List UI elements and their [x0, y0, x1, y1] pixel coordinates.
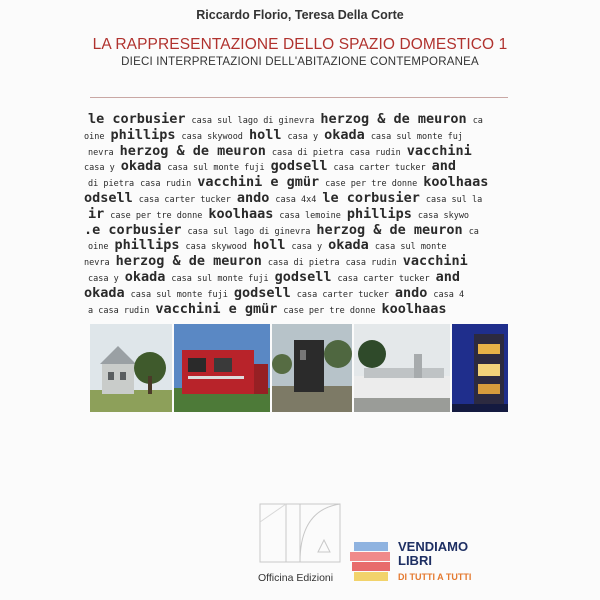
pattern-word: casa carter tucker	[138, 195, 231, 205]
publisher-logo	[258, 502, 342, 564]
pattern-word: case per tre donne	[325, 179, 418, 190]
pattern-word: casa sul monte fuji	[167, 163, 265, 174]
pattern-word: herzog & de meuron	[115, 253, 262, 270]
vendiamo-libri-wordmark	[398, 540, 468, 568]
pattern-word: ando	[236, 190, 270, 206]
pattern-word: vacchini	[406, 142, 472, 159]
pattern-word: holl	[248, 126, 282, 143]
pattern-word: casa y	[88, 274, 119, 284]
pattern-word: casa rudin	[345, 258, 397, 269]
pattern-word: vacchini e gmür	[197, 174, 320, 191]
book-subtitle: DIECI INTERPRETAZIONI DELL'ABITAZIONE CONTEMPORANEA	[121, 56, 479, 68]
pattern-word: .e corbusier	[84, 221, 182, 238]
photo-house-5	[452, 324, 508, 412]
pattern-word: and	[431, 158, 457, 175]
pattern-word: oine	[88, 242, 109, 253]
pattern-word: koolhaas	[423, 174, 489, 191]
photo-house-1	[90, 324, 172, 412]
pattern-word: casa y	[84, 163, 115, 174]
photo-house-4	[354, 324, 450, 412]
pattern-word: godsell	[233, 284, 291, 301]
pattern-word: casa sul monte fuji	[171, 274, 269, 284]
pattern-word: casa carter tucker	[333, 163, 426, 174]
authors: Riccardo Florio, Teresa Della Corte	[196, 8, 404, 22]
book-title: LA RAPPRESENTAZIONE DELLO SPAZIO DOMESTICO 1	[92, 36, 508, 53]
pattern-word: casa skywood	[181, 131, 243, 142]
pattern-word: casa di pietra	[267, 258, 340, 269]
pattern-word: casa sul lago di ginevra	[191, 116, 315, 126]
pattern-word: a casa rudin	[88, 305, 150, 316]
pattern-line	[88, 298, 453, 317]
pattern-word: nevra	[88, 147, 114, 158]
photo-house-2	[174, 324, 270, 412]
pattern-word: casa sul monte fuji	[130, 289, 228, 300]
pattern-word: phillips	[110, 126, 176, 143]
pattern-word: casa carter tucker	[337, 274, 430, 284]
pattern-word: casa sul lago di ginevra	[187, 226, 311, 237]
pattern-word: nevra	[84, 258, 110, 269]
pattern-word: herzog & de meuron	[119, 142, 266, 159]
pattern-word: okada	[84, 284, 125, 301]
pattern-word: vacchini e gmür	[155, 300, 278, 317]
pattern-word: herzog & de meuron	[316, 221, 463, 238]
pattern-word: case per tre donne	[283, 305, 376, 316]
pattern-word: case per tre donne	[110, 210, 203, 221]
title-divider	[90, 97, 508, 98]
photo-house-3	[272, 324, 352, 412]
pattern-word: le corbusier	[322, 190, 420, 206]
pattern-word: le corbusier	[88, 111, 186, 127]
pattern-word: and	[435, 269, 461, 285]
pattern-word: godsell	[274, 269, 332, 285]
pattern-word: okada	[324, 126, 365, 143]
pattern-word: okada	[328, 237, 369, 254]
seller-tagline: DI TUTTI A TUTTI	[398, 572, 472, 582]
pattern-word: ir	[88, 205, 105, 222]
pattern-word: casa di pietra	[271, 147, 344, 158]
pattern-word: casa rudin	[140, 179, 192, 190]
pattern-word: herzog & de meuron	[320, 111, 467, 127]
photo-strip	[90, 324, 508, 412]
pattern-word: casa sul monte fuj	[370, 131, 463, 142]
pattern-word: holl	[252, 237, 286, 254]
pattern-word: phillips	[114, 237, 180, 254]
pattern-word: phillips	[346, 205, 412, 222]
pattern-word: casa carter tucker	[296, 289, 389, 300]
vendiamo-libri-logo-icon	[350, 540, 394, 586]
pattern-word: casa rudin	[349, 147, 401, 158]
pattern-word: ca	[468, 226, 479, 237]
pattern-word: casa skywo	[417, 210, 470, 221]
pattern-word: casa lemoine	[279, 210, 341, 221]
architect-name-pattern	[84, 108, 508, 318]
pattern-word: casa y	[291, 242, 323, 253]
pattern-word: koolhaas	[208, 205, 274, 222]
pattern-word: okada	[120, 158, 162, 175]
publisher-name: Officina Edizioni	[258, 572, 334, 584]
pattern-word: ando	[394, 284, 428, 301]
pattern-word: oine	[84, 131, 105, 142]
pattern-word: casa sul la	[425, 195, 483, 205]
pattern-word: casa skywood	[185, 242, 247, 253]
pattern-word: casa sul monte	[374, 242, 447, 253]
pattern-word: okada	[124, 269, 166, 285]
pattern-word: casa y	[287, 131, 319, 142]
seller-line2: LIBRI	[398, 553, 432, 568]
seller-line1: VENDIAMO	[398, 539, 469, 554]
pattern-word: vacchini	[402, 253, 468, 270]
pattern-word: koolhaas	[381, 300, 447, 317]
pattern-word: casa 4	[433, 289, 465, 300]
pattern-word: godsell	[270, 158, 328, 175]
pattern-word: di pietra	[88, 179, 135, 190]
pattern-word: odsell	[84, 190, 133, 206]
pattern-word: casa 4x4	[275, 195, 317, 205]
pattern-word: ca	[472, 116, 483, 126]
